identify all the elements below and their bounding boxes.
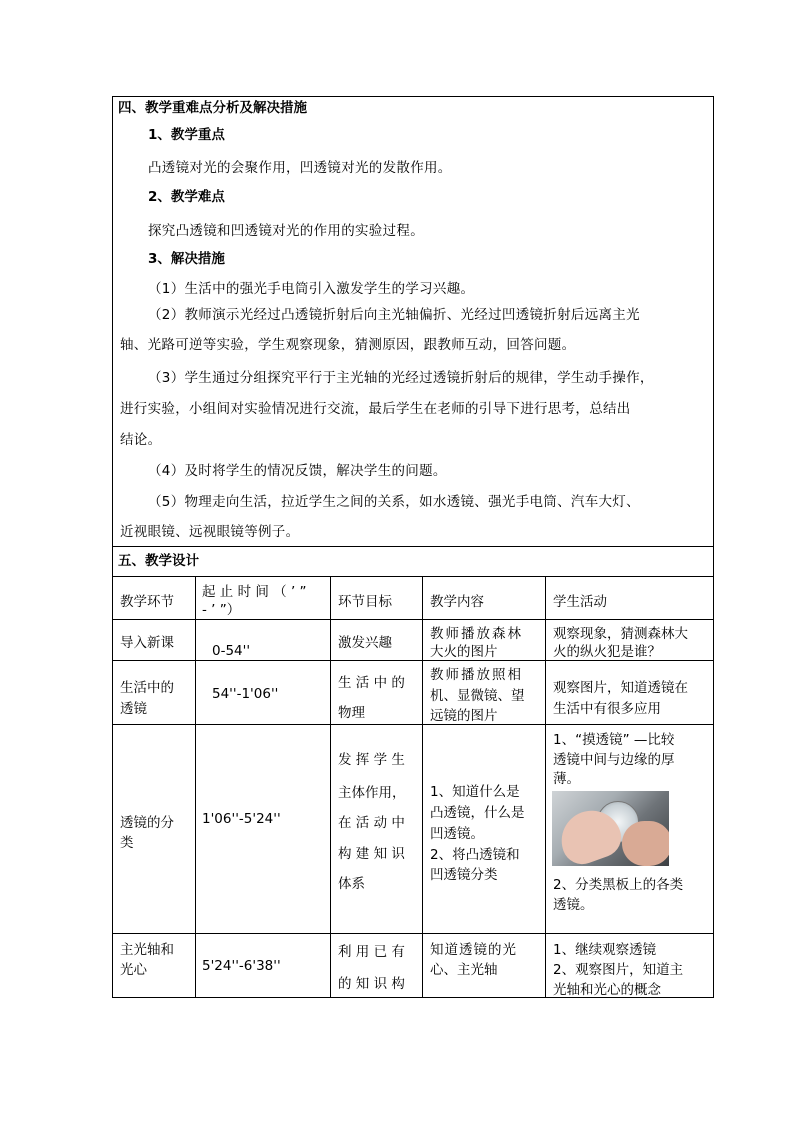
table-row3-activity-l2: 透镜中间与边缘的厚	[553, 752, 675, 768]
table-row3-content-l1: 1、知道什么是	[430, 784, 520, 800]
table-row1-activity-l1: 观察现象，猜测森林大	[553, 626, 688, 642]
table-row1-content-l2: 大火的图片	[430, 644, 498, 660]
measure-5-line1: （5）物理走向生活，拉近学生之间的关系，如水透镜、强光手电筒、汽车大灯、	[148, 494, 640, 510]
measure-1: （1）生活中的强光手电筒引入激发学生的学习兴趣。	[148, 281, 475, 297]
measure-3-line1: （3）学生通过分组探究平行于主光轴的光经过透镜折射后的规律，学生动手操作，	[148, 370, 654, 386]
table-row4-activity-l2: 2、观察图片，知道主	[553, 962, 684, 978]
table-row3-goal-l2: 主体作用，	[338, 785, 406, 801]
col-divider-4	[545, 576, 546, 998]
table-row3-goal-l1: 发 挥 学 生	[338, 752, 405, 768]
lens-photo	[552, 791, 669, 866]
table-row3-goal-l5: 体系	[338, 876, 365, 892]
col-header-activity: 学生活动	[553, 594, 607, 610]
table-row4-content-l2: 心、主光轴	[430, 962, 498, 978]
table-row3-content-l5: 凹透镜分类	[430, 867, 498, 883]
divider-row3	[112, 724, 714, 725]
divider-table-header	[112, 576, 714, 577]
key-points-title: 1、教学重点	[148, 127, 225, 143]
table-row3-time: 1'06''-5'24''	[202, 811, 281, 827]
difficulty-title: 2、教学难点	[148, 189, 225, 205]
table-row2-goal-l2: 物理	[338, 705, 365, 721]
col-header-content: 教学内容	[430, 594, 484, 610]
divider-row2	[112, 660, 714, 661]
table-row3-activity-l1: 1、“摸透镜” —比较	[553, 732, 675, 748]
table-row4-activity-l1: 1、继续观察透镜	[553, 942, 657, 958]
table-row2-content-l2: 机、显微镜、望	[430, 688, 525, 704]
measure-2-line2: 轴、光路可逆等实验，学生观察现象，猜测原因，跟教师互动，回答问题。	[120, 337, 576, 353]
table-row1-activity-l2: 火的纵火犯是谁？	[553, 644, 661, 660]
table-row2-activity-l1: 观察图片，知道透镜在	[553, 680, 688, 696]
table-row3-content-l2: 凸透镜，什么是	[430, 805, 525, 821]
table-row1-goal: 激发兴趣	[338, 635, 392, 651]
table-row3-stage-l2: 类	[120, 835, 134, 851]
col-header-goal: 环节目标	[338, 594, 392, 610]
table-row2-time: 54''-1'06''	[212, 686, 279, 702]
table-row2-stage-l1: 生活中的	[120, 680, 174, 696]
divider-section5	[112, 546, 714, 547]
table-row4-stage-l2: 光心	[120, 962, 147, 978]
measure-5-line2: 近视眼镜、远视眼镜等例子。	[120, 524, 300, 540]
table-row3-activity-l4: 2、分类黑板上的各类	[553, 877, 684, 893]
table-row4-goal-l2: 的 知 识 构	[338, 976, 405, 992]
table-row4-goal-l1: 利 用 已 有	[338, 944, 405, 960]
table-row4-time: 5'24''-6'38''	[202, 958, 281, 974]
divider-row1	[112, 619, 714, 620]
divider-row4	[112, 933, 714, 934]
difficulty-text: 探究凸透镜和凹透镜对光的作用的实验过程。	[148, 223, 424, 239]
table-row1-time: 0-54''	[212, 643, 251, 659]
col-header-time-l1: 起 止 时 间 （ ’ ”	[202, 584, 307, 600]
table-row4-stage-l1: 主光轴和	[120, 942, 174, 958]
table-row2-goal-l1: 生 活 中 的	[338, 675, 405, 691]
measure-3-line3: 结论。	[120, 432, 162, 448]
table-row2-content-l3: 远镜的图片	[430, 708, 498, 724]
table-row3-goal-l4: 构 建 知 识	[338, 846, 405, 862]
col-divider-1	[195, 576, 196, 998]
col-divider-2	[330, 576, 331, 998]
section5-heading: 五、教学设计	[118, 553, 199, 569]
table-row1-stage: 导入新课	[120, 635, 174, 651]
col-header-time-l2: - ’ ”）	[202, 602, 241, 618]
table-row4-content-l1: 知道透镜的光	[430, 942, 517, 958]
measure-2-line1: （2）教师演示光经过凸透镜折射后向主光轴偏折、光经过凹透镜折射后远离主光	[148, 307, 640, 323]
measures-title: 3、解决措施	[148, 251, 225, 267]
key-points-text: 凸透镜对光的会聚作用，凹透镜对光的发散作用。	[148, 160, 452, 176]
col-header-stage: 教学环节	[120, 594, 174, 610]
table-row3-stage-l1: 透镜的分	[120, 815, 174, 831]
measure-4: （4）及时将学生的情况反馈，解决学生的问题。	[148, 463, 447, 479]
table-row3-activity-l3: 薄。	[553, 771, 580, 787]
table-row3-content-l4: 2、将凸透镜和	[430, 847, 520, 863]
table-row3-goal-l3: 在 活 动 中	[338, 815, 405, 831]
measure-3-line2: 进行实验，小组间对实验情况进行交流，最后学生在老师的引导下进行思考，总结出	[120, 401, 631, 417]
table-row3-activity-l5: 透镜。	[553, 897, 594, 913]
col-divider-3	[422, 576, 423, 998]
table-row2-stage-l2: 透镜	[120, 701, 147, 717]
table-row4-activity-l3: 光轴和光心的概念	[553, 982, 661, 998]
table-row3-content-l3: 凹透镜。	[430, 826, 484, 842]
table-row1-content-l1: 教师播放森林	[430, 626, 523, 642]
table-row2-activity-l2: 生活中有很多应用	[553, 701, 661, 717]
section4-heading: 四、教学重难点分析及解决措施	[118, 100, 307, 116]
table-row2-content-l1: 教师播放照相	[430, 667, 523, 683]
